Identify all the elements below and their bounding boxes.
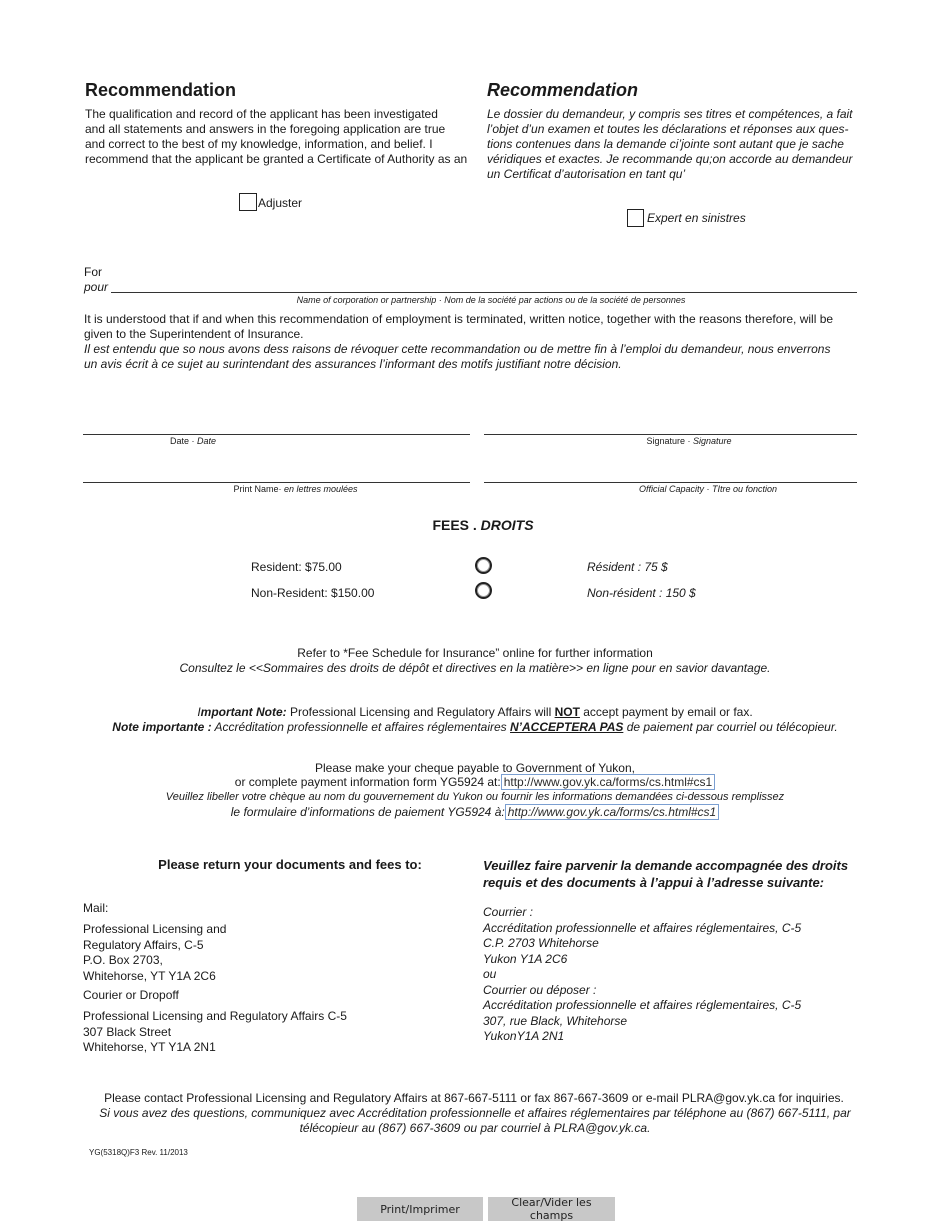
- official-capacity-caption: Official Capacity · TItre ou fonction: [638, 484, 778, 494]
- text-line: un Certificat d’autorisation en tant qu’: [487, 167, 686, 181]
- cheque-fr-line1: Veuillez libeller votre chèque au nom du gouvernement du Yukon ou fournir les informations demandées ci-dessous remplissez: [165, 791, 785, 803]
- for-label: For: [84, 265, 102, 279]
- address-line: Accréditation professionnelle et affaires réglementaires, C-5: [483, 998, 802, 1012]
- caption-fr: en lettres moulées: [283, 484, 358, 494]
- text-line: tions contenues dans la demande ci’jointe sont autant que je sache: [487, 137, 844, 151]
- cheque-text: or complete payment information form YG5924 at:: [234, 775, 501, 789]
- caption-fr: Date: [197, 436, 217, 446]
- address-line: YukonY1A 2N1: [483, 1029, 565, 1043]
- return-title-en: Please return your documents and fees to:: [158, 857, 422, 872]
- contact-fr-line1: Si vous avez des questions, communiquez avec Accréditation professionnelle et affaires réglementaires par téléphone au (867) 667-5111, par: [99, 1106, 851, 1120]
- print-button[interactable]: Print/Imprimer: [357, 1197, 483, 1221]
- text-line: The qualification and record of the applicant has been investigated: [85, 107, 438, 121]
- adjuster-label: Adjuster: [258, 196, 303, 210]
- caption-en: Print Name·: [233, 484, 282, 494]
- title-line: Veuillez faire parvenir la demande accompagnée des droits: [483, 858, 849, 873]
- mail-address: [83, 922, 226, 984]
- note-label: mportant Note:: [200, 705, 287, 719]
- contact-fr-line2: télécopieur au (867) 667-3609 ou par courriel à PLRA@gov.yk.ca.: [299, 1121, 651, 1135]
- cheque-fr-line2: [0, 805, 950, 819]
- text-line: véridiques et exactes. Je recommande qu;on accorde au demandeur: [487, 152, 853, 166]
- important-note-en: [0, 705, 950, 719]
- resident-label-en: Resident: $75.00: [251, 560, 342, 574]
- note-emphasis: NOT: [554, 705, 580, 719]
- understood-text: [84, 312, 874, 372]
- resident-label-fr: Résident : 75 $: [587, 560, 668, 574]
- address-line: ou: [483, 967, 497, 981]
- return-address-fr: [483, 905, 801, 1045]
- note-text: de paiement par courriel ou télécopieur.: [623, 720, 838, 734]
- recommendation-title-fr: Recommendation: [487, 80, 639, 100]
- caption-en: Date ·: [169, 436, 195, 446]
- text-line: given to the Superintendent of Insurance.: [84, 327, 304, 341]
- note-text: accept payment by email or fax.: [579, 705, 753, 719]
- cheque-text: le formulaire d’informations de paiement YG5924 à:: [230, 805, 505, 819]
- signature-field[interactable]: [484, 434, 857, 435]
- nonresident-radio[interactable]: [475, 582, 492, 599]
- cheque-en-line1: Please make your cheque payable to Government of Yukon,: [315, 761, 635, 775]
- print-name-caption: [83, 484, 508, 494]
- signature-caption: [484, 436, 894, 446]
- nonresident-label-en: Non-Resident: $150.00: [251, 586, 375, 600]
- corporation-name-field[interactable]: [111, 292, 857, 293]
- corporation-name-caption: Name of corporation or partnership · Nom de la société par actions ou de la société de personnes: [296, 295, 686, 305]
- address-line: 307 Black Street: [83, 1024, 172, 1039]
- adjuster-checkbox[interactable]: [239, 193, 257, 211]
- address-line: Whitehorse, YT Y1A 2N1: [83, 1040, 216, 1054]
- recommendation-text-fr: [487, 107, 877, 182]
- note-label: Note importante :: [112, 720, 212, 734]
- text-line: and correct to the best of my knowledge, information, and belief. I: [85, 137, 433, 151]
- payment-form-link-fr[interactable]: http://www.gov.yk.ca/forms/cs.html#cs1: [505, 804, 720, 820]
- address-line: Accréditation professionnelle et affaires réglementaires, C-5: [483, 920, 802, 935]
- courier-address: [83, 1009, 347, 1056]
- print-name-field[interactable]: [83, 482, 470, 483]
- caption-en: Signature ·: [646, 436, 691, 446]
- address-line: Whitehorse, YT Y1A 2C6: [83, 968, 216, 983]
- expert-checkbox[interactable]: [627, 209, 644, 227]
- fees-title-en: FEES .: [432, 517, 481, 533]
- date-caption: [83, 436, 303, 446]
- note-prefix: I: [197, 705, 201, 719]
- text-line: It is understood that if and when this recommendation of employment is terminated, written notice, together with the reasons therefore, will be: [84, 312, 834, 326]
- form-code: YG(5318Q)F3 Rev. 11/2013: [89, 1148, 188, 1157]
- date-field[interactable]: [83, 434, 470, 435]
- text-line: Il est entendu que so nous avons dess raisons de révoquer cette recommandation ou de mettre fin à l’emploi du demandeur, nous enverrons: [84, 342, 831, 356]
- text-line: un avis écrit à ce sujet au surintendant des assurances l’informant des motifs justifiant notre décision.: [84, 357, 622, 371]
- address-line: Professional Licensing and: [83, 922, 227, 936]
- address-line: Yukon Y1A 2C6: [483, 951, 568, 966]
- address-line: Regulatory Affairs, C-5: [83, 937, 204, 952]
- contact-en: Please contact Professional Licensing and Regulatory Affairs at 867-667-5111 or fax 867-667-3609 or e-mail PLRA@gov.yk.ca for inquiries.: [104, 1091, 844, 1105]
- address-line: Courrier :: [483, 905, 534, 919]
- clear-button[interactable]: Clear/Vider les champs: [488, 1197, 615, 1221]
- payment-form-link[interactable]: http://www.gov.yk.ca/forms/cs.html#cs1: [501, 774, 716, 790]
- title-line: requis et des documents à l’appui à l’adresse suivante:: [483, 875, 825, 890]
- cheque-en-line2: [0, 775, 950, 789]
- address-line: Professional Licensing and Regulatory Affairs C-5: [83, 1009, 347, 1023]
- address-line: Courrier ou déposer :: [483, 982, 597, 997]
- text-line: Le dossier du demandeur, y compris ses titres et compétences, a fait: [487, 107, 853, 121]
- nonresident-label-fr: Non-résident : 150 $: [587, 586, 696, 600]
- important-note-fr: [0, 720, 950, 734]
- refer-fr: Consultez le <<Sommaires des droits de dépôt et directives en la matière>> en ligne pour en savior davantage.: [179, 661, 771, 675]
- caption-fr: Signature: [693, 436, 732, 446]
- recommendation-title-en: Recommendation: [85, 80, 237, 100]
- return-title-fr: [483, 857, 848, 891]
- resident-radio[interactable]: [475, 557, 492, 574]
- note-text: Accréditation professionnelle et affaires réglementaires: [211, 720, 511, 734]
- text-line: and all statements and answers in the foregoing application are true: [85, 122, 446, 136]
- address-line: 307, rue Black, Whitehorse: [483, 1013, 628, 1028]
- fees-title-fr: DROITS: [480, 517, 534, 533]
- recommendation-text-en: [85, 107, 470, 167]
- address-line: P.O. Box 2703,: [83, 953, 163, 967]
- text-line: recommend that the applicant be granted a Certificate of Authority as an: [85, 152, 468, 166]
- text-line: l’objet d’un examen et toutes les déclarations et réponses aux ques-: [487, 122, 849, 136]
- courier-label: Courier or Dropoff: [83, 988, 179, 1002]
- official-capacity-field[interactable]: [484, 482, 857, 483]
- note-text: Professional Licensing and Regulatory Affairs will: [286, 705, 555, 719]
- note-emphasis: N’ACCEPTERA PAS: [510, 720, 624, 734]
- expert-label: Expert en sinistres: [647, 211, 746, 225]
- fees-title: [0, 517, 950, 533]
- pour-label: pour: [84, 280, 109, 294]
- mail-label: Mail:: [83, 901, 109, 915]
- refer-en: Refer to *Fee Schedule for Insurance” online for further information: [297, 646, 653, 660]
- address-line: C.P. 2703 Whitehorse: [483, 936, 599, 950]
